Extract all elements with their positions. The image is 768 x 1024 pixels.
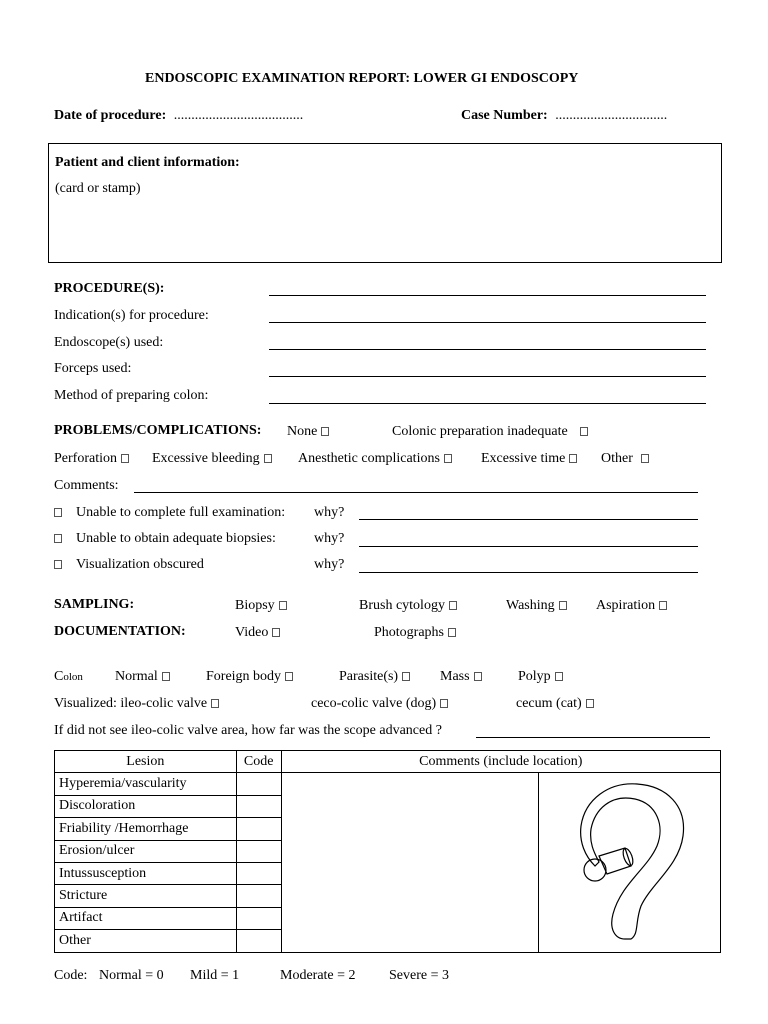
checkbox-icon[interactable] xyxy=(448,628,456,637)
why-label: why? xyxy=(314,531,345,546)
patient-info-box[interactable] xyxy=(48,143,722,263)
unable-biopsies-row[interactable]: Unable to obtain adequate biopsies: xyxy=(54,531,276,547)
checkbox-icon[interactable] xyxy=(474,672,482,681)
comments-cell[interactable] xyxy=(281,773,538,952)
code-legend-moderate: Moderate = 2 xyxy=(280,968,356,983)
checkbox-icon[interactable] xyxy=(569,454,577,463)
checkbox-icon[interactable] xyxy=(279,601,287,610)
case-number xyxy=(461,108,667,124)
checkbox-icon[interactable] xyxy=(659,601,667,610)
problem-bleeding[interactable]: Excessive bleeding xyxy=(152,451,272,467)
checkbox-icon[interactable] xyxy=(121,454,129,463)
case-label: Case Number: xyxy=(461,108,548,123)
lesion-table xyxy=(54,750,721,953)
code-cell[interactable] xyxy=(236,862,281,884)
procedure-heading: PROCEDURE(S): xyxy=(54,281,165,296)
colon-foreign-body[interactable]: Foreign body xyxy=(206,669,293,685)
date-dots[interactable]: ..................................... xyxy=(173,108,304,123)
code-legend-label: Code: xyxy=(54,968,88,983)
comments-label: Comments: xyxy=(54,478,119,493)
checkbox-icon[interactable] xyxy=(264,454,272,463)
case-dots[interactable]: ................................ xyxy=(555,108,668,123)
code-cell[interactable] xyxy=(236,907,281,929)
checkbox-icon[interactable] xyxy=(321,427,329,436)
visualized-ceco-colic[interactable]: ceco-colic valve (dog) xyxy=(311,696,448,712)
colon-parasite[interactable]: Parasite(s) xyxy=(339,669,410,685)
documentation-heading: DOCUMENTATION: xyxy=(54,624,186,639)
visualization-row[interactable]: Visualization obscured xyxy=(54,557,204,573)
patient-sub: (card or stamp) xyxy=(55,181,141,196)
forceps-line[interactable] xyxy=(269,376,706,377)
why-label: why? xyxy=(314,505,345,520)
lesion-header: Lesion xyxy=(55,751,237,773)
scope-advanced-question: If did not see ileo-colic valve area, how far was the scope advanced ? xyxy=(54,723,442,738)
colon-normal[interactable]: Normal xyxy=(115,669,170,685)
date-label: Date of procedure: xyxy=(54,108,167,123)
indication-label: Indication(s) for procedure: xyxy=(54,308,209,323)
checkbox-icon[interactable] xyxy=(641,454,649,463)
indication-line[interactable] xyxy=(269,322,706,323)
colon-diagram-cell xyxy=(538,773,720,952)
procedure-line[interactable] xyxy=(269,295,706,296)
documentation-photographs[interactable]: Photographs xyxy=(374,625,456,641)
colon-polyp[interactable]: Polyp xyxy=(518,669,563,685)
sampling-aspiration[interactable]: Aspiration xyxy=(596,598,667,614)
sampling-washing[interactable]: Washing xyxy=(506,598,567,614)
checkbox-icon[interactable] xyxy=(586,699,594,708)
sampling-heading: SAMPLING: xyxy=(54,597,135,612)
checkbox-icon[interactable] xyxy=(580,427,588,436)
checkbox-icon[interactable] xyxy=(54,560,62,569)
unable-full-row[interactable]: Unable to complete full examination: xyxy=(54,505,285,521)
sampling-biopsy[interactable]: Biopsy xyxy=(235,598,287,614)
table-header-row xyxy=(55,751,721,773)
comments-header: Comments (include location) xyxy=(281,751,720,773)
scope-advanced-line[interactable] xyxy=(476,737,710,738)
problem-colonic-prep[interactable]: Colonic preparation inadequate xyxy=(392,424,588,440)
sampling-brush[interactable]: Brush cytology xyxy=(359,598,457,614)
checkbox-icon[interactable] xyxy=(285,672,293,681)
problem-none[interactable]: None xyxy=(287,424,329,440)
colon-heading: Colon xyxy=(54,669,83,684)
visualized-ileo-colic[interactable]: Visualized: ileo-colic valve xyxy=(54,696,219,712)
lesion-name: Stricture xyxy=(55,885,237,907)
date-of-procedure xyxy=(54,108,303,124)
prep-method-line[interactable] xyxy=(269,403,706,404)
lesion-name: Artifact xyxy=(55,907,237,929)
checkbox-icon[interactable] xyxy=(162,672,170,681)
endoscope-label: Endoscope(s) used: xyxy=(54,335,164,350)
lesion-name: Discoloration xyxy=(55,795,237,817)
prep-method-label: Method of preparing colon: xyxy=(54,388,209,403)
checkbox-icon[interactable] xyxy=(449,601,457,610)
problem-anesthetic[interactable]: Anesthetic complications xyxy=(298,451,452,467)
checkbox-icon[interactable] xyxy=(444,454,452,463)
problem-time[interactable]: Excessive time xyxy=(481,451,577,467)
code-header: Code xyxy=(236,751,281,773)
code-cell[interactable] xyxy=(236,840,281,862)
table-row xyxy=(55,773,721,795)
why-line-biopsies[interactable] xyxy=(359,546,698,547)
lesion-name: Intussusception xyxy=(55,862,237,884)
colon-mass[interactable]: Mass xyxy=(440,669,482,685)
lesion-name: Hyperemia/vascularity xyxy=(55,773,237,795)
forceps-label: Forceps used: xyxy=(54,361,132,376)
code-legend-severe: Severe = 3 xyxy=(389,968,449,983)
lesion-name: Erosion/ulcer xyxy=(55,840,237,862)
checkbox-icon[interactable] xyxy=(211,699,219,708)
colon-diagram-icon xyxy=(539,774,720,950)
visualized-cecum[interactable]: cecum (cat) xyxy=(516,696,594,712)
comments-line[interactable] xyxy=(134,492,698,493)
code-cell[interactable] xyxy=(236,795,281,817)
report-title: ENDOSCOPIC EXAMINATION REPORT: LOWER GI ENDOSCOPY xyxy=(145,71,579,86)
checkbox-icon[interactable] xyxy=(559,601,567,610)
patient-heading: Patient and client information: xyxy=(55,155,240,170)
why-label: why? xyxy=(314,557,345,572)
checkbox-icon[interactable] xyxy=(54,508,62,517)
code-cell[interactable] xyxy=(236,885,281,907)
why-line-visualization[interactable] xyxy=(359,572,698,573)
code-cell[interactable] xyxy=(236,773,281,795)
code-cell[interactable] xyxy=(236,818,281,840)
lesion-name: Friability /Hemorrhage xyxy=(55,818,237,840)
problem-other[interactable]: Other xyxy=(601,451,649,467)
problem-perforation[interactable]: Perforation xyxy=(54,451,129,467)
checkbox-icon[interactable] xyxy=(272,628,280,637)
why-line-full[interactable] xyxy=(359,519,698,520)
code-cell[interactable] xyxy=(236,930,281,952)
checkbox-icon[interactable] xyxy=(440,699,448,708)
checkbox-icon[interactable] xyxy=(54,534,62,543)
problems-heading: PROBLEMS/COMPLICATIONS: xyxy=(54,423,262,438)
documentation-video[interactable]: Video xyxy=(235,625,280,641)
lesion-name: Other xyxy=(55,930,237,952)
code-legend-normal: Normal = 0 xyxy=(99,968,164,983)
checkbox-icon[interactable] xyxy=(402,672,410,681)
code-legend-mild: Mild = 1 xyxy=(190,968,240,983)
endoscope-line[interactable] xyxy=(269,349,706,350)
checkbox-icon[interactable] xyxy=(555,672,563,681)
